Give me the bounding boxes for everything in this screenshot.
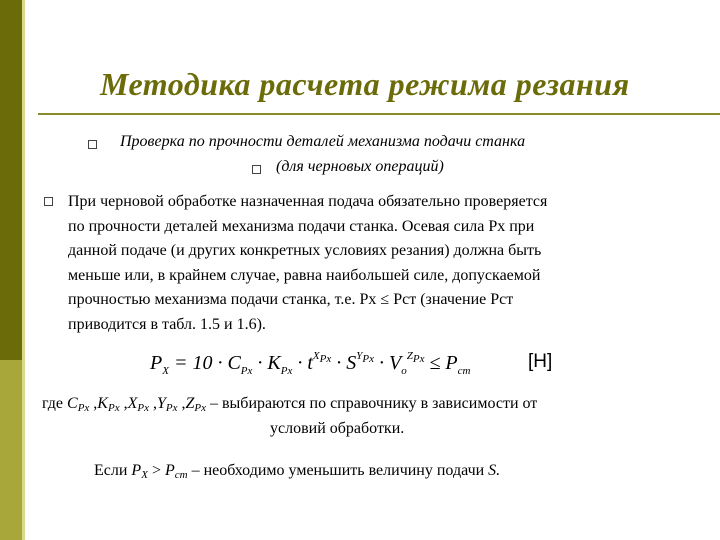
paragraph-line: приводится в табл. 1.5 и 1.6). xyxy=(68,315,266,333)
main-paragraph xyxy=(68,190,698,337)
paragraph-line: прочностью механизма подачи станка, т.е. Px ≤ Pст (значение Pст xyxy=(68,291,514,308)
bullet-square-icon xyxy=(252,165,261,174)
sub-bullet-text-2: (для черновых операций) xyxy=(276,158,444,175)
sub-bullet-text-1: Проверка по прочности деталей механизма подачи станка xyxy=(120,133,526,150)
bullet-square-icon xyxy=(88,140,97,149)
sidebar-light-band xyxy=(0,360,22,540)
if-prefix: Если xyxy=(94,462,128,479)
paragraph-line: по прочности деталей механизма подачи станка. Осевая сила Px при xyxy=(68,217,535,235)
if-variable: S. xyxy=(488,462,501,479)
force-formula: $P_X = 10 \cdot C_{Px} \cdot K_{Px} \cdot t^{X_{Px}} \cdot S^{Y_{Px}} \cdot V_o^{Z_{Px}} \le P_{cm}$ xyxy=(150,350,471,377)
if-suffix: – необходимо уменьшить величину подачи xyxy=(191,462,485,479)
where-line-2: условий обработки. xyxy=(270,420,405,437)
where-line: где CPx ,KPx ,XPx ,YPx ,ZPx – выбираются по справочнику в зависимости от xyxy=(42,395,538,414)
slide-title: Методика расчета режима резания xyxy=(100,66,630,102)
formula-unit-label: [H] xyxy=(528,351,553,372)
where-prefix: где xyxy=(42,395,64,412)
paragraph-line: меньше или, в крайнем случае, равна наибольшей силе, допускаемой xyxy=(68,266,541,284)
if-line: Если PX > Pcm – необходимо уменьшить величину подачи S. xyxy=(94,462,501,481)
where-suffix: – выбираются по справочнику в зависимости от xyxy=(210,395,538,412)
paragraph-line: данной подаче (и других конкретных условиях резания) должна быть xyxy=(68,242,542,259)
sidebar-stripe xyxy=(22,0,25,540)
bullet-square-icon xyxy=(44,197,53,206)
title-divider xyxy=(38,113,720,115)
sidebar-dark-band xyxy=(0,0,22,360)
paragraph-line: При черновой обработке назначенная подача обязательно проверяется xyxy=(68,193,548,210)
